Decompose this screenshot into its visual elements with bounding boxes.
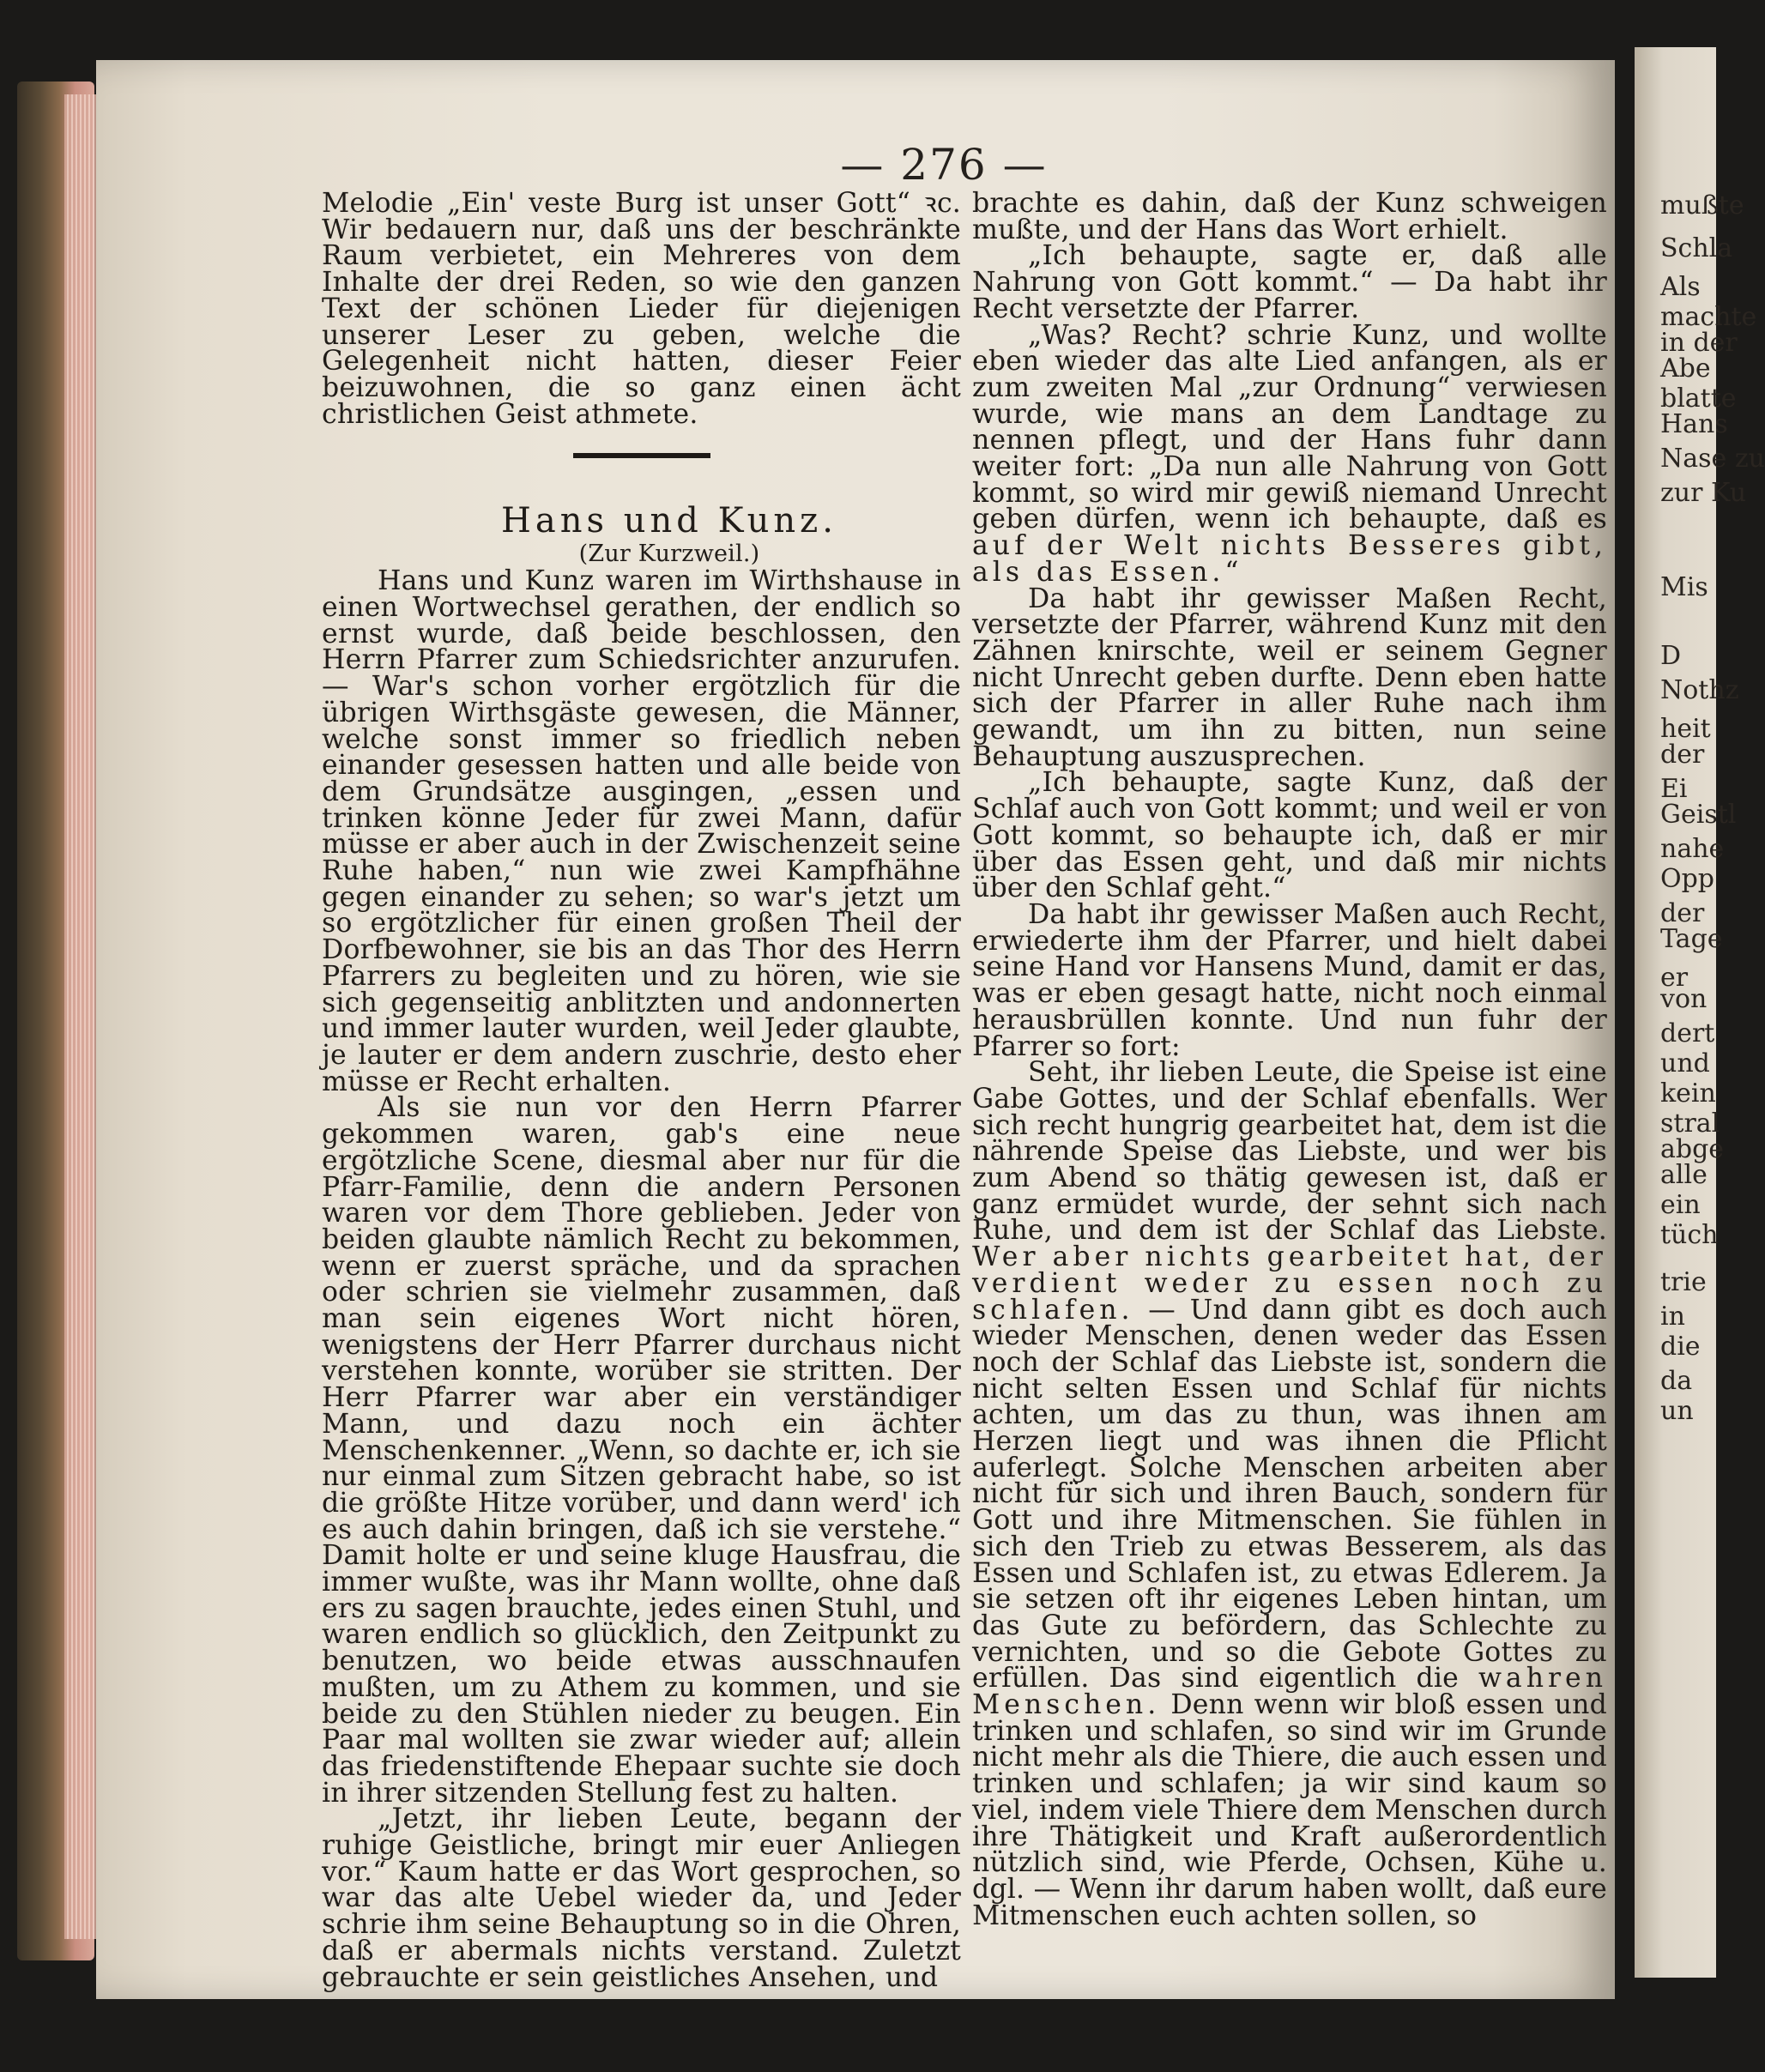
facing-page-fragment: alle [1660, 1160, 1708, 1190]
facing-page-fragment: Hans [1660, 409, 1728, 439]
facing-page-fragment: mußte [1660, 190, 1744, 220]
facing-page-fragment: Abe [1660, 353, 1711, 384]
facing-page-fragment: nahe [1660, 834, 1725, 864]
facing-page-fragment: von [1660, 984, 1708, 1014]
story-subtitle: (Zur Kurzweil.) [578, 541, 760, 568]
facing-page-fragment: Opp [1660, 864, 1715, 894]
facing-page-fragment: Nase zu [1660, 444, 1765, 474]
facing-page-fragment: blatte [1660, 384, 1737, 414]
facing-page-fragment: der [1660, 740, 1705, 770]
text-run: Denn wenn wir bloß essen und trinken und schlafen, so sind wir im Grunde nicht mehr als die Thiere, die auch essen und trinken und schlafen; ja wir sind kaum so viel, indem viele Thiere dem Menschen durch ihre Thätigkeit und Kraft außerordentlich nützlich sind, wie Pferde, Ochsen, Kühe u. dgl. — Wenn ihr darum haben wollt, daß eure Mitmenschen euch achten sollen, so [972, 1689, 1607, 1931]
facing-page-fragment: dert [1660, 1018, 1715, 1048]
facing-page-fragment: ein [1660, 1190, 1701, 1220]
facing-page-fragment: Als [1660, 272, 1701, 302]
facing-page-fragment: un [1660, 1396, 1694, 1426]
emphasis-text: Wer aber nichts gearbeitet hat, der verdient weder zu essen noch zu schlafen. [972, 1241, 1607, 1326]
text-run: — Und dann gibt es doch auch wieder Menschen, denen weder das Essen noch der Schlaf das Liebste ist, sondern die nicht selten Essen und Schlaf für nichts achten, um das zu thun, was ihnen am Herzen liegt und was ihnen die Pflicht auferlegt. Solche Menschen arbeiten aber nicht für sich und ihren Bauch, sondern für Gott und ihre Mitmenschen. Sie fühlen in sich den Trieb zu etwas Besserem, als das Essen und Schlafen ist, zu etwas Edlerem. Ja sie setzen oft ihr eigenes Leben hintan, um das Gute zu befördern, das Schlechte zu vernichten, und so die Gebote Gottes zu erfüllen. Das sind eigentlich die [972, 1294, 1607, 1694]
facing-page-fragment: Ei [1660, 774, 1688, 804]
facing-page-fragment: trie [1660, 1267, 1707, 1297]
facing-page-fragment: in der [1660, 328, 1738, 358]
story-title: Hans und Kunz. [501, 501, 837, 541]
facing-page-fragment: und [1660, 1048, 1710, 1078]
intro-paragraph: Melodie „Ein' veste Burg ist unser Gott“ ꝛc. Wir bedauern nur, daß uns der beschränkte Raum verbietet, ein Mehreres von dem Inhalte der drei Reden, so wie den ganzen Text der schönen Lieder für diejenigen unserer Leser zu geben, welche die Gelegenheit nicht hatten, dieser Feier beizuwohnen, die so ganz einen ächt christlichen Geist athmete. [322, 188, 961, 430]
facing-page-fragment: kein [1660, 1078, 1716, 1108]
facing-page-fragment: Tage [1660, 924, 1723, 954]
paragraph: „Ich behaupte, sagte er, daß alle Nahrung von Gott kommt.“ — Da habt ihr Recht versetzte der Pfarrer. [972, 240, 1607, 324]
paragraph: brachte es dahin, daß der Kunz schweigen mußte, und der Hans das Wort erhielt. [972, 188, 1607, 245]
paragraph: Da habt ihr gewisser Maßen Recht, versetzte der Pfarrer, während Kunz mit den Zähnen knirschte, weil er seinem Gegner nicht Unrecht geben durfte. Denn eben hatte sich der Pfarrer in aller Ruhe nach ihm gewandt, um ihn zu bitten, nun seine Behauptung auszusprechen. [972, 583, 1607, 772]
paragraph: Da habt ihr gewisser Maßen auch Recht, erwiederte ihm der Pfarrer, und hielt dabei seine Hand vor Hansens Mund, damit er das, was er eben gesagt hatte, nicht noch einmal herausbrüllen konnte. Und nun fuhr der Pfarrer so fort: [972, 898, 1607, 1062]
left-column [322, 188, 961, 1993]
facing-page-fragment: machte [1660, 302, 1757, 332]
facing-page-fragment: in [1660, 1302, 1685, 1332]
facing-page-fragment: zur Ku [1660, 478, 1747, 508]
text-run: Seht, ihr lieben Leute, die Speise ist eine Gabe Gottes, und der Schlaf ebenfalls. Wer sich recht hungrig gearbeitet hat, dem ist die nährende Speise das Liebste, und wer bis zum Abend so thätig gewesen ist, daß er ganz ermüdet wurde, der sehnt sich nach Ruhe, und dem ist der Schlaf das Liebste. [972, 1057, 1607, 1247]
facing-page-fragment: der [1660, 898, 1705, 928]
facing-page-fragment: stral [1660, 1108, 1720, 1139]
paragraph [972, 319, 1607, 588]
facing-page-fragment: die [1660, 1332, 1701, 1362]
page-number: — 276 — [840, 140, 1048, 190]
facing-page-fragment: Schla [1660, 233, 1733, 263]
facing-page-fragment: heit [1660, 714, 1711, 744]
page-edges [64, 94, 97, 1939]
text-run: „Was? Recht? schrie Kunz, und wollte eben wieder das alte Lied anfangen, als er zum zweiten Mal „zur Ordnung“ verwiesen wurde, wie mans an dem Landtage zu nennen pflegt, und der Hans fuhr dann weiter fort: „Da nun alle Nahrung von Gott kommt, so wird mir gewiß niemand Unrecht geben dürfen, wenn ich behaupte, daß es [972, 319, 1607, 535]
facing-page-fragment: D [1660, 641, 1682, 671]
facing-page-fragment: er [1660, 963, 1689, 993]
facing-page-fragment: abge [1660, 1134, 1725, 1164]
paragraph: „Jetzt, ihr lieben Leute, begann der ruhige Geistliche, bringt mir euer Anliegen vor.“ Kaum hatte er das Wort gesprochen, so war das alte Uebel wieder da, und Jeder schrie ihm seine Behauptung so in die Ohren, daß er abermals nichts verstand. Zuletzt gebrauchte er sein geistliches Ansehen, und [322, 1803, 961, 1993]
paragraph [972, 1057, 1607, 1931]
facing-page-fragment: Mis [1660, 572, 1708, 602]
facing-page-fragment: Geistl [1660, 800, 1737, 830]
paragraph: Hans und Kunz waren im Wirthshause in einen Wortwechsel gerathen, der endlich so ernst wurde, daß beide beschlossen, den Herrn Pfarrer zum Schiedsrichter anzurufen. — War's schon vorher ergötzlich für die übrigen Wirthsgäste gewesen, die Männer, welche sonst immer so friedlich neben einander gesessen hatten und alle beide von dem Grundsätze ausgingen, „essen und trinken könne Jeder für zwei Mann, dafür müsse er aber auch in der Zwischenzeit seine Ruhe haben,“ nun wie zwei Kampfhähne gegen einander zu sehen; so war's jetzt um so ergötzlicher für einen großen Theil der Dorfbewohner, sie bis an das Thor des Herrn Pfarrers zu begleiten und zu hören, wie sie sich gegenseitig anblitzten und andonnerten und immer lauter wurden, weil Jeder glaubte, je lauter er dem andern zuschrie, desto eher müsse er Recht erhalten. [322, 565, 961, 1097]
paragraph: „Ich behaupte, sagte Kunz, daß der Schlaf auch von Gott kommt; und weil er von Gott kommt, so behaupte ich, daß er mir über das Essen geht, und daß mir nichts über den Schlaf geht.“ [972, 767, 1607, 904]
right-column [972, 190, 1607, 1929]
emphasis-text: auf der Welt nichts Besseres gibt, als das Essen.“ [972, 530, 1607, 588]
facing-page-fragment: tüch [1660, 1220, 1719, 1250]
facing-page-fragment: da [1660, 1366, 1693, 1396]
paragraph: Als sie nun vor den Herrn Pfarrer gekommen waren, gab's eine neue ergötzliche Scene, diesmal aber nur für die Pfarr-Familie, denn die andern Personen waren vor dem Thore geblieben. Jeder von beiden glaubte nämlich Recht zu bekommen, wenn er zuerst spräche, und da sprachen oder schrien sie vielmehr zusammen, daß man sein eigenes Wort nicht hören, wenigstens der Herr Pfarrer durchaus nicht verstehen konnte, worüber sie stritten. Der Herr Pfarrer war aber ein verständiger Mann, und dazu noch ein ächter Menschenkenner. „Wenn, so dachte er, ich sie nur einmal zum Sitzen gebracht habe, so ist die größte Hitze vorüber, und dann werd' ich es auch dahin bringen, daß ich sie verstehe.“ Damit holte er und seine kluge Hausfrau, die immer wußte, was ihr Mann wollte, ohne daß ers zu sagen brauchte, jedes einen Stuhl, und waren endlich so glücklich, den Zeitpunkt zu benutzen, wo beide etwas ausschnaufen mußten, um zu Athem zu kommen, und sie beide zu den Stühlen nieder zu beugen. Ein Paar mal wollten sie zwar wieder auf; allein das friedenstiftende Ehepaar suchte sie doch in ihrer sitzenden Stellung fest zu halten. [322, 1092, 961, 1809]
facing-page-fragment: Nothz [1660, 675, 1739, 705]
section-divider [573, 453, 710, 458]
emphasis-text: wahren Menschen. [972, 1663, 1607, 1721]
